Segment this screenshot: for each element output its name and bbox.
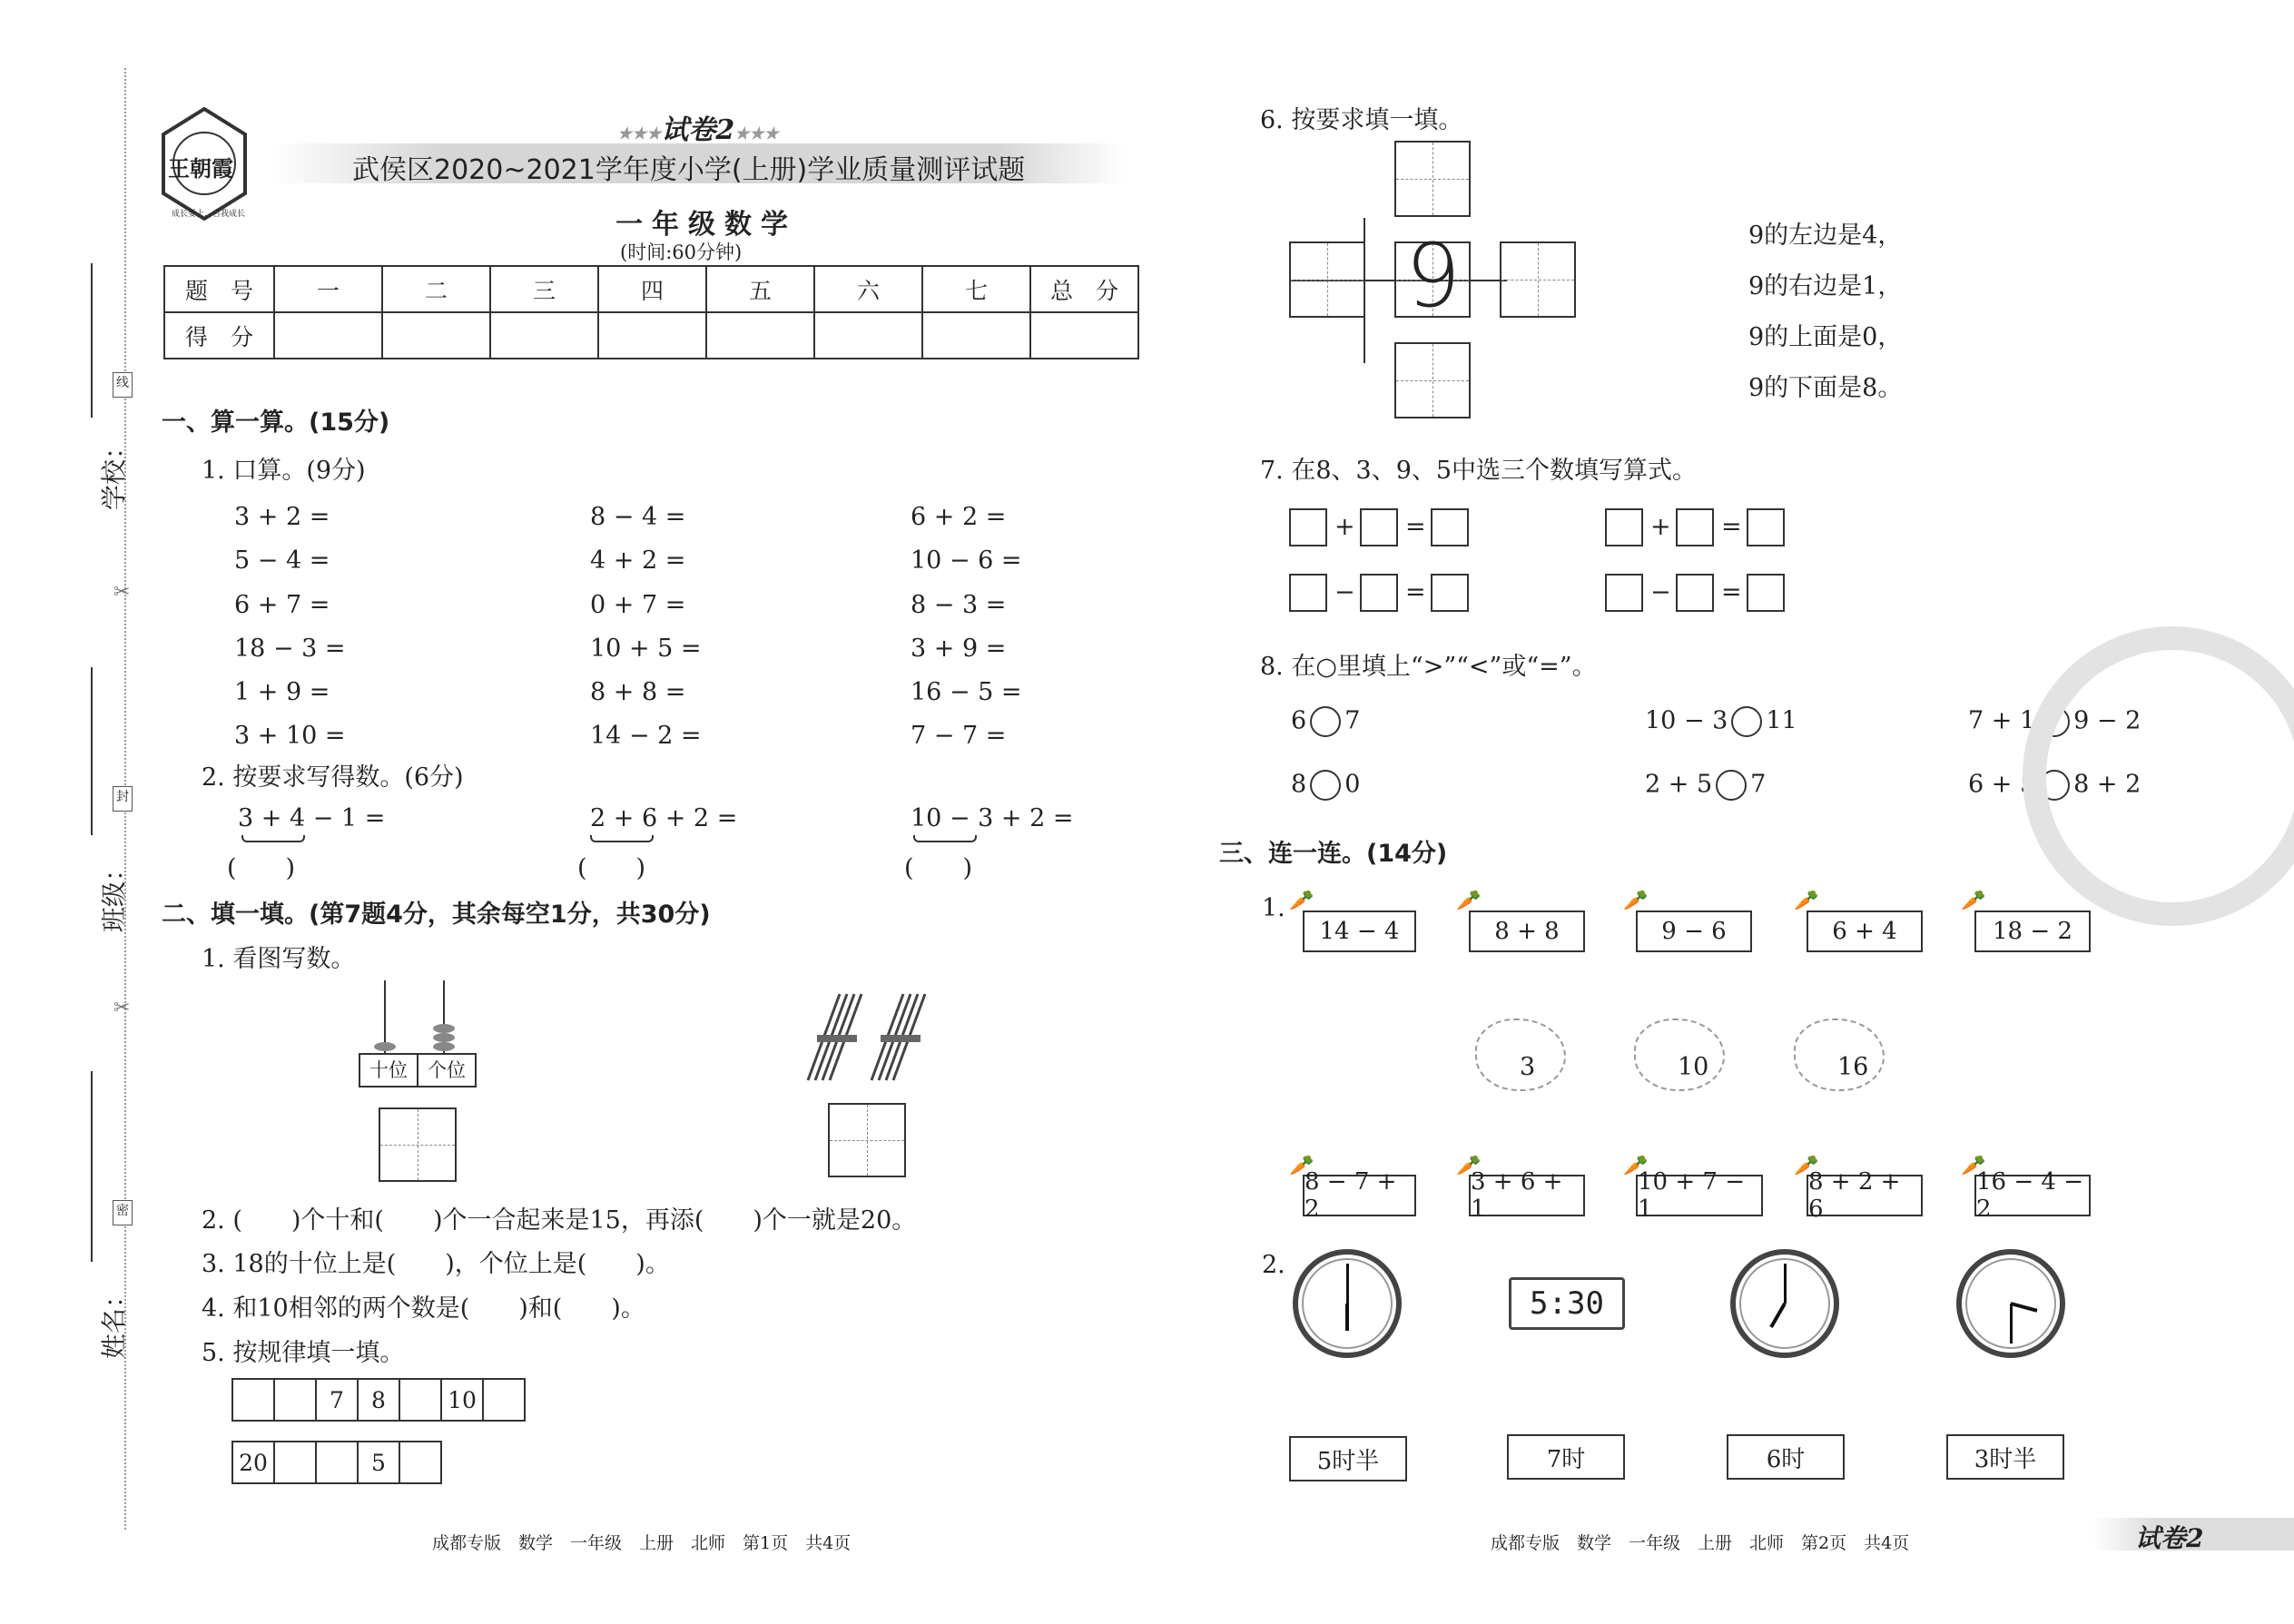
compare-item: 8 0 (1291, 770, 1360, 801)
q2-3-text: 3. 18的十位上是( )，个位上是( )。 (202, 1250, 670, 1278)
bottom-card[interactable]: 3 + 6 + 1 (1469, 1175, 1585, 1216)
compare-circle[interactable] (1731, 706, 1762, 737)
q2-1-title: 1. 看图写数。 (202, 945, 356, 973)
oral-col-1: 3 + 2 = 5 − 4 = 6 + 7 = 18 − 3 = 1 + 9 = 3 + 10 = (234, 503, 346, 751)
class-label: 班级： (99, 855, 130, 933)
answer-box-top[interactable] (1394, 141, 1471, 217)
blank-box[interactable] (1676, 574, 1714, 612)
equals-sign: = (1721, 513, 1742, 541)
secret-mark: 密 (113, 1200, 133, 1225)
compare-item: 10 − 3 11 (1645, 706, 1797, 737)
seq-cell[interactable] (273, 1378, 317, 1422)
brace (241, 835, 305, 842)
q2-2-text: 2. ( )个十和( )个一合起来是15，再添( )个一就是20。 (202, 1206, 917, 1235)
chain-2: 2 + 6 + 2 = (590, 804, 738, 832)
seq-cell[interactable] (399, 1441, 442, 1484)
brand-logo (159, 107, 250, 221)
footer-tag: 试卷2 (2135, 1523, 2204, 1553)
section-2-title: 二、填一填。(第7题4分，其余每空1分，共30分) (162, 901, 711, 929)
ones-label: 个位 (428, 1059, 466, 1081)
blank-box[interactable] (1605, 508, 1643, 546)
seq-cell: 5 (357, 1441, 400, 1484)
seq-cell[interactable] (399, 1378, 442, 1422)
seal-mark: 封 (113, 786, 133, 812)
rabbit-number: 10 (1678, 1053, 1709, 1081)
answer-paren[interactable]: ( ) (577, 854, 646, 882)
seq-cell[interactable] (273, 1441, 317, 1484)
class-underline (91, 667, 93, 835)
answer-box-bottom[interactable] (1394, 342, 1471, 418)
oral-col-3: 6 + 2 = 10 − 6 = 8 − 3 = 3 + 9 = 16 − 5 = 7 − 7 = (911, 503, 1022, 751)
top-card[interactable]: 8 + 8 (1469, 910, 1585, 952)
bottom-card[interactable]: 10 + 7 − 1 (1636, 1175, 1763, 1216)
q2-8-title: 8. 在○里填上“>”“<”或“=”。 (1260, 653, 1597, 681)
blank-box[interactable] (1360, 574, 1398, 612)
section-3-title: 三、连一连。(14分) (1219, 840, 1448, 868)
blank-box[interactable] (1431, 574, 1469, 612)
blank-box[interactable] (1747, 508, 1785, 546)
school-label: 学校： (99, 433, 130, 511)
blank-box[interactable] (1747, 574, 1785, 612)
clock-6 (1293, 1249, 1402, 1358)
answer-box[interactable] (379, 1107, 457, 1182)
compare-circle[interactable] (1716, 770, 1747, 801)
seq-cell[interactable] (482, 1378, 526, 1422)
score-table-header: 题 号 一 二 三 四 五 六 七 总 分 (164, 266, 1138, 312)
seq-cell[interactable] (231, 1378, 275, 1422)
rabbit-number: 3 (1520, 1053, 1536, 1081)
answer-box[interactable] (828, 1103, 906, 1177)
time-limit: (时间:60分钟) (620, 241, 743, 263)
top-card[interactable]: 18 − 2 (1974, 910, 2091, 952)
equals-sign: = (1405, 578, 1426, 606)
chain-1: 3 + 4 − 1 = (238, 804, 386, 832)
q2-6-title: 6. 按要求填一填。 (1260, 106, 1463, 134)
exam-title: 武侯区2020~2021学年度小学(上册)学业质量测评试题 (352, 154, 1026, 186)
q1-1-title: 1. 口算。(9分) (202, 457, 366, 485)
top-card[interactable]: 6 + 4 (1807, 910, 1923, 952)
plus-sign: + (1334, 513, 1355, 541)
subject-title: 一年级数学 (615, 209, 797, 241)
sequence-row-1 (233, 1378, 526, 1422)
rabbit-number: 16 (1837, 1053, 1869, 1081)
name-label: 姓名： (99, 1282, 130, 1360)
carrot-icon: 🥕 (1961, 1155, 1986, 1177)
footer-right: 成都专版 数学 一年级 上册 北师 第2页 共4页 (1491, 1533, 1910, 1553)
carrot-icon: 🥕 (1289, 1155, 1314, 1177)
secret-watermark (2023, 626, 2294, 926)
compare-item: 6 7 (1291, 706, 1360, 737)
minus-sign: − (1650, 578, 1671, 606)
exam-label: ★★★试卷2★★★ (617, 114, 779, 146)
scissors-icon: ✂ (113, 581, 131, 604)
answer-paren[interactable]: ( ) (904, 854, 973, 882)
seq-cell: 20 (231, 1441, 275, 1484)
top-card[interactable]: 14 − 4 (1303, 910, 1416, 952)
compare-item: 2 + 5 7 (1645, 770, 1766, 801)
q3-2-label: 2. (1262, 1251, 1285, 1279)
time-label-card[interactable]: 6时 (1727, 1434, 1845, 1480)
carrot-icon: 🥕 (1456, 1155, 1482, 1177)
brand-slogan: 成长要上，自我成长 (172, 210, 246, 219)
oral-col-2: 8 − 4 = 4 + 2 = 0 + 7 = 10 + 5 = 8 + 8 = 14 − 2 = (590, 503, 702, 751)
answer-box-right[interactable] (1500, 241, 1576, 318)
top-card[interactable]: 9 − 6 (1636, 910, 1752, 952)
carrot-icon: 🥕 (1794, 1155, 1819, 1177)
blank-box[interactable] (1676, 508, 1714, 546)
q3-1-label: 1. (1262, 894, 1285, 922)
seq-cell: 7 (315, 1378, 359, 1422)
line-mark: 线 (113, 372, 133, 398)
blank-box[interactable] (1360, 508, 1398, 546)
carrot-icon: 🥕 (1623, 1155, 1649, 1177)
compare-circle[interactable] (1310, 706, 1341, 737)
blank-box[interactable] (1605, 574, 1643, 612)
answer-box-left[interactable] (1289, 241, 1365, 318)
blank-box[interactable] (1289, 574, 1327, 612)
compare-circle[interactable] (1310, 770, 1341, 801)
q2-7-title: 7. 在8、3、9、5中选三个数填写算式。 (1260, 457, 1698, 485)
time-label-card[interactable]: 5时半 (1289, 1436, 1407, 1481)
carrot-icon: 🥕 (1794, 890, 1819, 912)
chain-3: 10 − 3 + 2 = (911, 804, 1074, 832)
seq-cell[interactable] (315, 1441, 359, 1484)
bottom-card[interactable]: 8 − 7 + 2 (1303, 1175, 1416, 1216)
brand-name: 王朝霞 (168, 155, 233, 182)
equals-sign: = (1405, 513, 1426, 541)
blank-box[interactable] (1431, 508, 1469, 546)
q2-4-text: 4. 和10相邻的两个数是( )和( )。 (202, 1294, 645, 1323)
abacus (359, 980, 477, 1089)
section-1-title: 一、算一算。(15分) (162, 408, 390, 437)
name-underline (91, 1071, 93, 1262)
q2-5-title: 5. 按规律填一填。 (202, 1339, 405, 1367)
time-label-card[interactable]: 3时半 (1946, 1434, 2064, 1480)
stick-bundles (799, 989, 944, 1089)
school-underline (91, 263, 93, 418)
bottom-card[interactable]: 16 − 4 − 2 (1974, 1175, 2091, 1216)
scissors-icon: ✂ (113, 997, 131, 1019)
plus-sign: + (1650, 513, 1671, 541)
hint-text: 9的左边是4， 9的右边是1， 9的上面是0， 9的下面是8。 (1748, 221, 1903, 402)
sequence-row-2 (233, 1441, 442, 1484)
carrot-icon: 🥕 (1456, 890, 1482, 912)
compare-item: 6 + 5 8 + 2 (1968, 770, 2141, 801)
equals-sign: = (1721, 578, 1742, 606)
bottom-card[interactable]: 8 + 2 + 6 (1807, 1175, 1923, 1216)
answer-paren[interactable]: ( ) (227, 854, 296, 882)
clock-7 (1730, 1249, 1839, 1358)
center-digit: 9 (1405, 225, 1462, 327)
clock-3-30 (1956, 1249, 2065, 1358)
carrot-icon: 🥕 (1289, 890, 1314, 912)
score-table-row: 得 分 (164, 312, 1138, 359)
compare-item: 7 + 1 9 − 2 (1968, 706, 2141, 737)
tens-label: 十位 (360, 1055, 418, 1086)
footer-left: 成都专版 数学 一年级 上册 北师 第1页 共4页 (432, 1533, 852, 1553)
q1-2-title: 2. 按要求写得数。(6分) (202, 763, 464, 792)
digital-clock: 5:30 (1509, 1277, 1625, 1330)
brace (590, 835, 654, 842)
score-table (163, 265, 1139, 359)
seq-cell: 10 (440, 1378, 484, 1422)
brace (913, 835, 977, 842)
seq-cell: 8 (357, 1378, 400, 1422)
time-label-card[interactable]: 7时 (1507, 1434, 1625, 1480)
blank-box[interactable] (1289, 508, 1327, 546)
carrot-icon: 🥕 (1623, 890, 1649, 912)
carrot-icon: 🥕 (1961, 890, 1986, 912)
minus-sign: − (1334, 578, 1355, 606)
